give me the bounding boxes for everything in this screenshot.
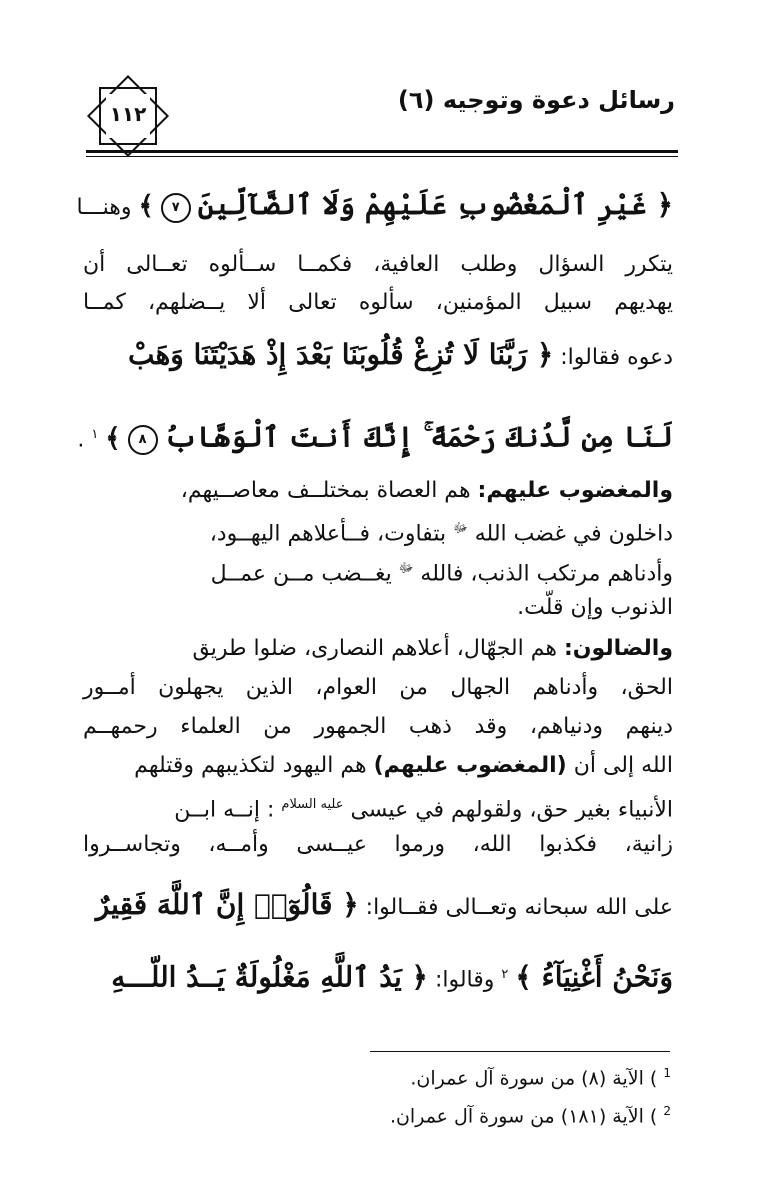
honorific-glyph: ﷻ [453,521,468,536]
ayah-number-marker: ٧ [161,193,191,223]
text-line-17 [83,960,673,995]
footnote-mark: 1 [663,1066,671,1080]
line-text: وأدناهم مرتكب الذنب، فالله [420,561,673,587]
line-text: على الله سبحانه وتعــالى فقــالوا: [365,895,673,920]
ayah-number-marker: ٨ [128,425,158,455]
text-line-4 [83,340,673,373]
footnote-reference: ١ [91,427,99,442]
text-line-8 [83,554,673,589]
line-text: بتفاوت، فــأعلاهم اليهــود، [209,521,447,547]
quran-verse: ﴿ غَيْرِ ٱلْمَغْضُوبِ عَلَيْهِمْ وَلَا ٱلضَّآلِّينَ [197,188,673,221]
header-rule-thin [86,156,678,157]
quran-verse: ﴿ قَالُوٓا۟ إِنَّ ٱللَّهَ فَقِيرٌ [95,888,359,921]
line-text: هم الجهّال، أعلاهم النصارى، ضلوا طريق [192,636,557,661]
quran-bracket-close: ﴾ [105,423,121,454]
bold-term: (المغضوب عليهم) [373,753,567,778]
quran-verse: ﴿ يَدُ ٱللَّهِ مَغْلُولَةٌ يَــدُ اللّـــهِ [111,960,428,994]
text-line-11: الحق، وأدناهم الجهال من العوام، الذين يجهلون أمــور [83,675,673,700]
footnote-1 [410,1066,671,1089]
quran-verse: وَنَحْنُ أَغْنِيَآءُ ﴾ [515,960,673,994]
bold-term: والمغضوب عليهم: [477,478,673,503]
text-line-6 [83,476,673,506]
quran-verse: ﴿ رَبَّنَا لَا تُزِغْ قُلُوبَنَا بَعْدَ إِذْ هَدَيْتَنَا وَهَبْ [128,338,554,371]
line-text: هم العصاة بمختلــف معاصــيهم، [180,478,471,503]
line-text: وهنـــا [76,195,132,220]
running-header-title: رسائل دعوة وتوجيه (٦) [397,86,675,114]
footnote-text: ) الآية (١٨١) من سورة آل عمران. [389,1105,658,1128]
text-line-16 [83,890,673,923]
footnote-reference: ٢ [501,967,509,982]
header-rule-thick [86,150,678,153]
line-text: دعوه فقالوا: [560,345,673,370]
line-text: هم اليهود لتكذيبهم وقتلهم [134,753,367,778]
line-text: وقالوا: [434,967,495,993]
line-text: داخلون في غضب الله [474,521,673,547]
line-text: يغــضب مــن عمــل [210,561,392,587]
text-line-10 [83,634,673,664]
line-text: الله إلى أن [573,753,673,778]
honorific-glyph: عليه السلام [281,797,344,812]
footnote-separator [370,1051,670,1052]
bold-term: والضالون: [563,636,673,661]
text-line-1 [76,188,673,223]
text-line-13 [83,751,673,781]
text-line-12: دينهم ودنياهم، وقد ذهب الجمهور من العلماء رحمهــم [83,714,673,739]
footnote-text: ) الآية (٨) من سورة آل عمران. [410,1067,658,1090]
footnote-mark: 2 [663,1104,671,1118]
quran-bracket-close: ﴾ [138,191,154,221]
line-text: . [77,427,85,453]
quran-verse: لَنَا مِن لَّدُنكَ رَحْمَةً ۚ إِنَّكَ أَنتَ ٱلْوَهَّابُ [164,420,673,454]
page-number: ١١٢ [109,102,147,126]
text-line-15: زانية، فكذبوا الله، ورموا عيــسى وأمــه، وتجاســروا [83,832,673,857]
line-text: : إنــه ابــن [174,797,275,823]
text-line-2: يتكرر السؤال وطلب العافية، فكمــا ســألوه تعــالى أن [83,252,673,277]
text-line-3: يهديهم سبيل المؤمنين، سألوه تعالى ألا يــضلهم، كمــا [83,290,673,315]
text-line-7 [83,514,673,549]
honorific-glyph: ﷻ [398,561,414,576]
text-line-14 [83,790,673,825]
text-line-9: الذنوب وإن قلّت. [517,595,673,620]
footnote-2 [390,1104,671,1127]
line-text: الأنبياء بغير حق، ولقولهم في عيسى [350,797,673,823]
text-line-5 [77,420,673,455]
